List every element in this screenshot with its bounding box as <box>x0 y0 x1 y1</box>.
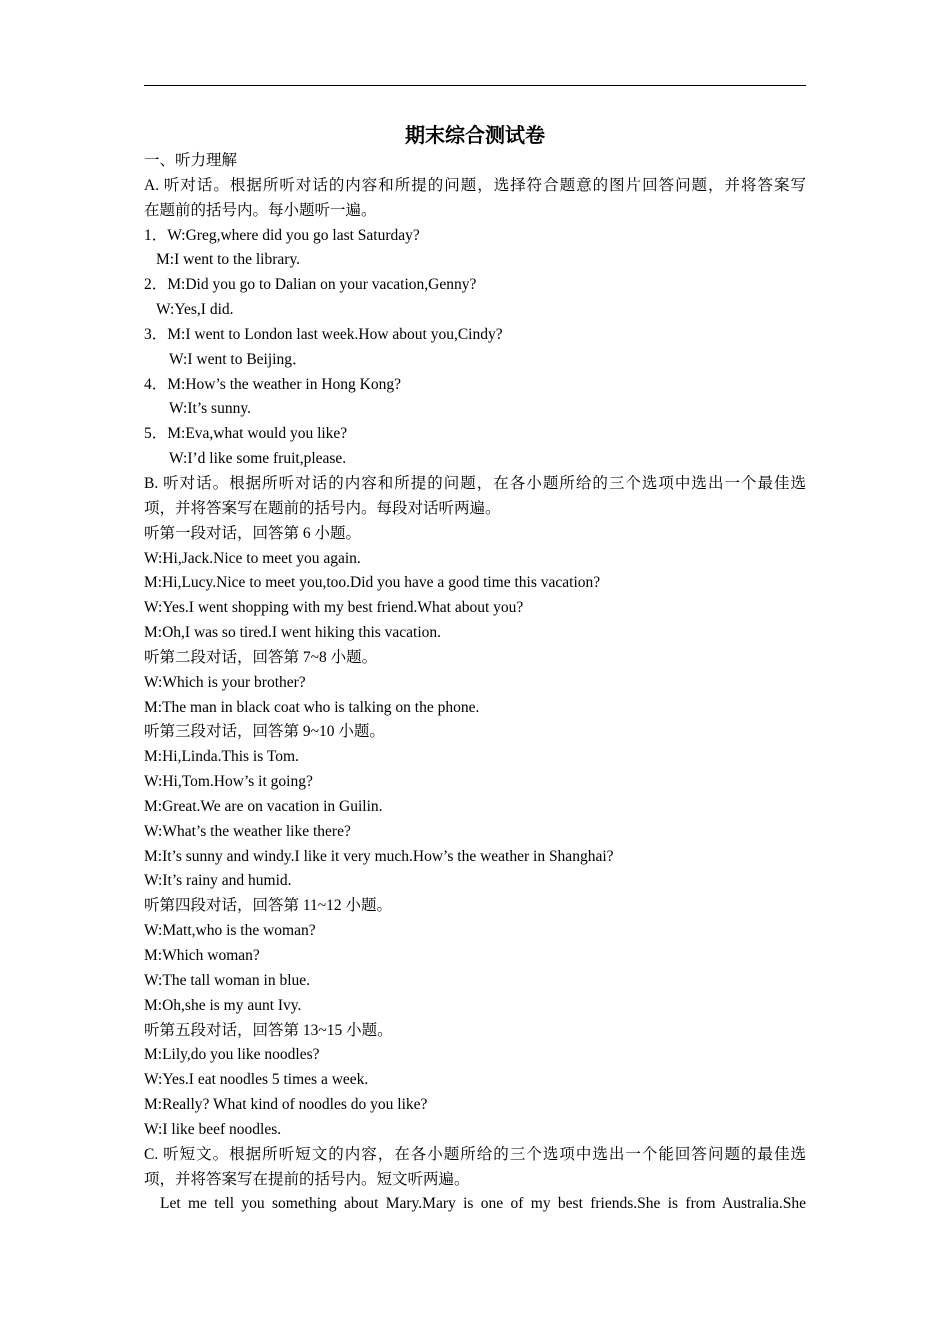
dialogue-line: 1．W:Greg,where did you go last Saturday? <box>144 226 420 244</box>
dialogue-line: M:Really? What kind of noodles do you like? <box>144 1096 428 1114</box>
dialogue-line: M:Great.We are on vacation in Guilin. <box>144 797 383 815</box>
dialogue-line: M:It’s sunny and windy.I like it very much.How’s the weather in Shanghai? <box>144 847 614 865</box>
dialogue-line: 4．M:How’s the weather in Hong Kong? <box>144 375 401 393</box>
instruction-line: B. 听对话。根据所听对话的内容和所提的问题，在各小题所给的三个选项中选出一个最佳选 <box>144 474 806 492</box>
passage-line: Let me tell you something about Mary.Mary is one of my best friends.She is from Australia.She <box>160 1195 806 1213</box>
dialogue-line: W:What’s the weather like there? <box>144 822 351 840</box>
dialogue-heading: 听第五段对话，回答第 13~15 小题。 <box>144 1021 393 1039</box>
dialogue-line: M:Hi,Linda.This is Tom. <box>144 748 299 766</box>
dialogue-line: W:I like beef noodles. <box>144 1120 282 1138</box>
instruction-line: 项，并将答案写在提前的括号内。短文听两遍。 <box>144 1170 470 1188</box>
dialogue-line: W:I’d like some fruit,please. <box>169 450 347 468</box>
dialogue-line: W:Matt,who is the woman? <box>144 922 316 940</box>
dialogue-line: M:Hi,Lucy.Nice to meet you,too.Did you have a good time this vacation? <box>144 574 601 592</box>
dialogue-line: M:Which woman? <box>144 947 260 964</box>
dialogue-line: W:Yes.I eat noodles 5 times a week. <box>144 1071 369 1089</box>
instruction-line: A. 听对话。根据所听对话的内容和所提的问题，选择符合题意的图片回答问题，并将答案写 <box>144 176 806 194</box>
dialogue-line: W:Hi,Tom.How’s it going? <box>144 773 313 791</box>
dialogue-line: W:I went to Beijing． <box>169 350 308 368</box>
dialogue-line: W:It’s sunny. <box>169 400 251 418</box>
instruction-line: C. 听短文。根据所听短文的内容，在各小题所给的三个选项中选出一个能回答问题的最佳选 <box>144 1145 806 1163</box>
dialogue-line: W:The tall woman in blue. <box>144 971 311 989</box>
dialogue-line: W:Yes.I went shopping with my best friend.What about you? <box>144 599 524 617</box>
page-title: 期末综合测试卷 <box>405 125 545 147</box>
dialogue-line: W:It’s rainy and humid. <box>144 872 292 890</box>
instruction-line: 在题前的括号内。每小题听一遍。 <box>144 201 377 219</box>
section-heading: 一、听力理解 <box>144 152 238 169</box>
dialogue-line: 5．M:Eva,what would you like? <box>144 425 348 443</box>
dialogue-line: M:I went to the library. <box>156 251 301 269</box>
dialogue-line: W:Hi,Jack.Nice to meet you again. <box>144 549 361 567</box>
dialogue-line: 2．M:Did you go to Dalian on your vacation,Genny? <box>144 276 477 294</box>
document-body <box>144 149 806 1217</box>
dialogue-heading: 听第二段对话，回答第 7~8 小题。 <box>144 648 378 666</box>
header-rule <box>144 85 806 86</box>
dialogue-line: 3．M:I went to London last week.How about you,Cindy? <box>144 325 503 343</box>
dialogue-heading: 听第一段对话，回答第 6 小题。 <box>144 524 362 542</box>
dialogue-line: M:Oh,she is my aunt Ivy. <box>144 996 302 1014</box>
dialogue-line: M:The man in black coat who is talking on the phone. <box>144 698 480 716</box>
dialogue-heading: 听第四段对话，回答第 11~12 小题。 <box>144 897 393 915</box>
instruction-line: 项，并将答案写在题前的括号内。每段对话听两遍。 <box>144 499 501 517</box>
dialogue-heading: 听第三段对话，回答第 9~10 小题。 <box>144 723 385 741</box>
dialogue-line: W:Yes,I did. <box>156 301 234 319</box>
dialogue-line: M:Oh,I was so tired.I went hiking this vacation. <box>144 624 442 642</box>
dialogue-line: M:Lily,do you like noodles? <box>144 1046 320 1064</box>
dialogue-line: W:Which is your brother? <box>144 673 306 691</box>
